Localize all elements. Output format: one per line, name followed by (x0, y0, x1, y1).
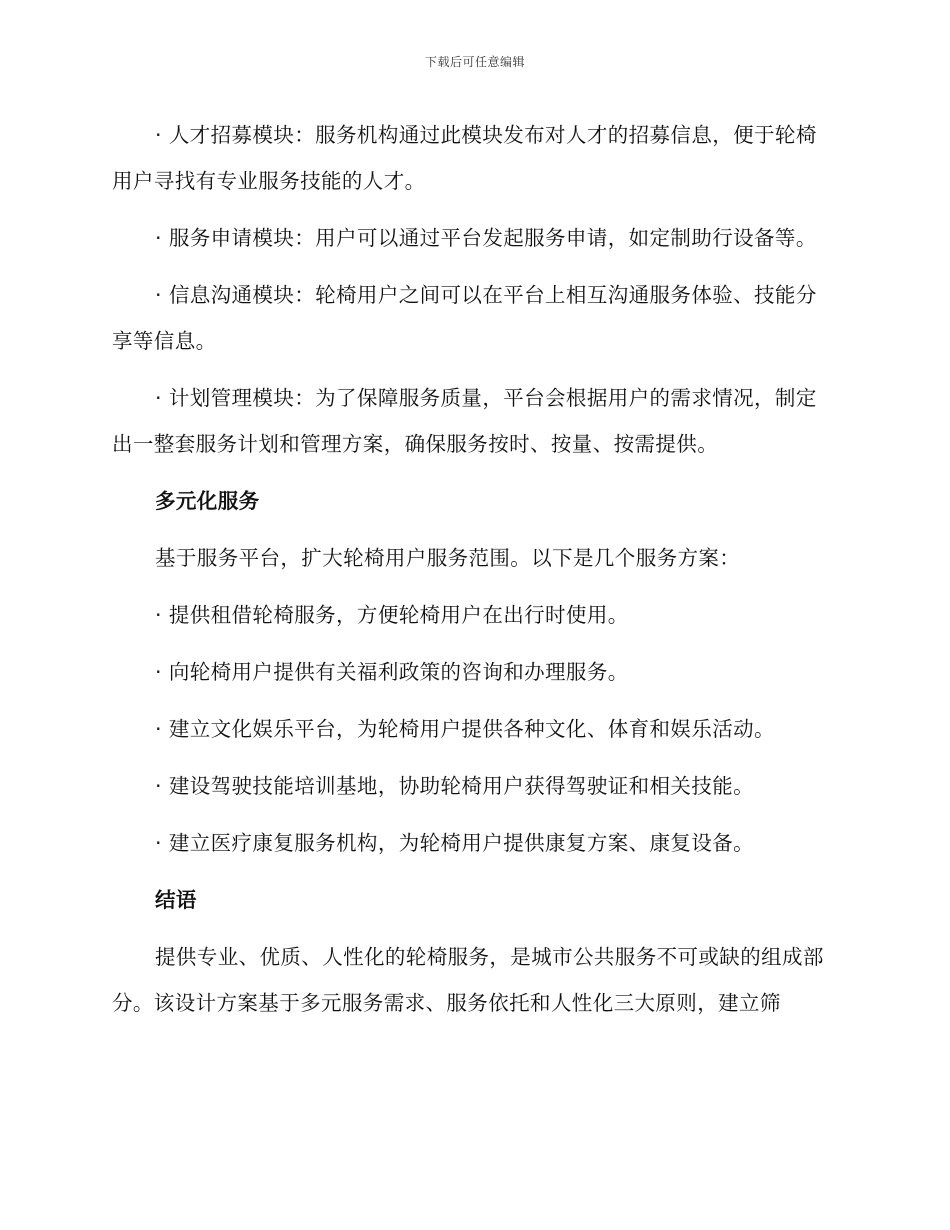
section-heading-conclusion: 结语 (155, 888, 197, 912)
list-item-medical-rehab: · 建立医疗康复服务机构，为轮椅用户提供康复方案、康复设备。 (155, 831, 755, 855)
paragraph-info-communication: · 信息沟通模块：轮椅用户之间可以在平台上相互沟通服务体验、技能分享等信息。 (112, 283, 817, 353)
document-body (112, 112, 832, 1037)
section-heading-diversified-services: 多元化服务 (155, 489, 260, 513)
list-item-welfare-consulting: · 向轮椅用户提供有关福利政策的咨询和办理服务。 (155, 660, 629, 684)
list-item-driving-training: · 建设驾驶技能培训基地，协助轮椅用户获得驾驶证和相关技能。 (155, 774, 755, 798)
paragraph-service-application: · 服务申请模块：用户可以通过平台发起服务申请，如定制助行设备等。 (155, 226, 817, 250)
list-item-wheelchair-rental: · 提供租借轮椅服务，方便轮椅用户在出行时使用。 (155, 603, 629, 627)
paragraph-service-intro: 基于服务平台，扩大轮椅用户服务范围。以下是几个服务方案： (155, 546, 741, 570)
paragraph-talent-recruitment: · 人才招募模块：服务机构通过此模块发布对人才的招募信息，便于轮椅用户寻找有专业服务技能的人才。 (112, 123, 817, 193)
paragraph-plan-management: · 计划管理模块：为了保障服务质量，平台会根据用户的需求情况，制定出一整套服务计划和管理方案，确保服务按时、按量、按需提供。 (112, 386, 817, 456)
paragraph-conclusion: 提供专业、优质、人性化的轮椅服务，是城市公共服务不可或缺的组成部分。该设计方案基于多元服务需求、服务依托和人性化三大原则，建立筛 (112, 945, 824, 1015)
list-item-culture-entertainment: · 建立文化娱乐平台，为轮椅用户提供各种文化、体育和娱乐活动。 (155, 717, 775, 741)
page-header: 下载后可任意编辑 (424, 55, 525, 69)
